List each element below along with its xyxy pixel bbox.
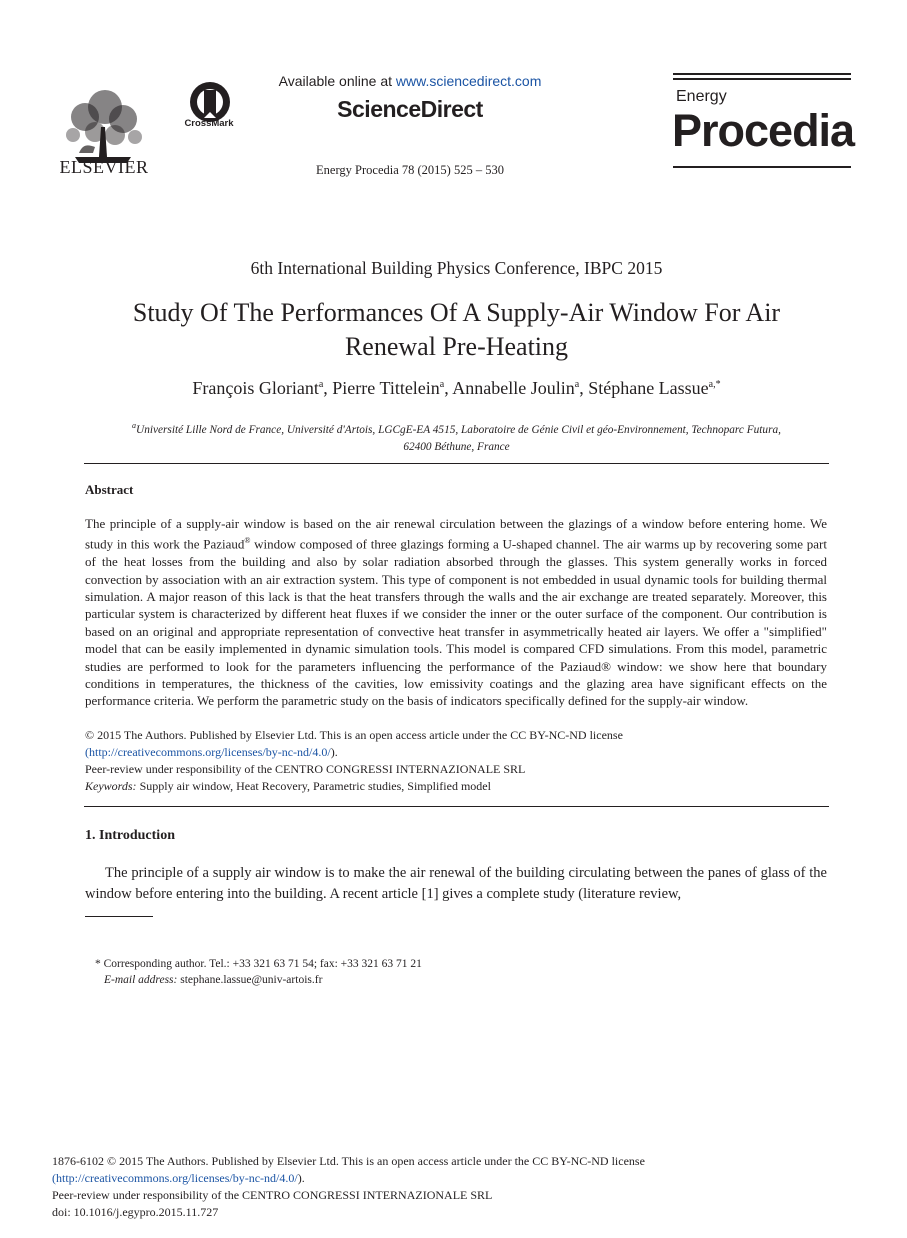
footer-license-close: ). (297, 1171, 305, 1185)
abstract-heading: Abstract (85, 482, 134, 497)
publisher-name: ELSEVIER (59, 157, 149, 177)
abstract-text-2: window composed of three glazings forming a U-shaped channel. The air warms up by recovering some part of the heat losses from the building and also by solar radiation absorbed through the glasses. This system generally works in forced convection by association with an air extraction system. This type of component is not embedded in usual dynamic tools for building thermal simulation. A major reason of this lack is that the heat transfers through the walls and the air exchange are treated separately. Moreover, this particular system is characterized by different heat fluxes if we consider the inner or the outer surface of the component. Our contribution is based on an original and appropriate representation of convective heat transfer in asymmetrically heated air layers. We offer a "simplified" model that can be easily implemented in dynamic simulation tools. This model is compared CFD simulations. From this model, parametric studies are performed to look for the parameters influencing the performance of the Paziaud® window: we show here that boundary conditions in temperatures, the thickness of the cavities, low emissivity coatings and the glazing area have significant effects on the performance criteria. We perform the parametric study on the basis of indicators specifically defined for the supply-air window. (85, 536, 827, 709)
author-affil-mark: a (574, 379, 580, 390)
author-name: Annabelle Joulin (452, 378, 575, 398)
footnote-rule (85, 916, 153, 917)
author-name: François Gloriant (192, 378, 319, 398)
footer-license: 1876-6102 © 2015 The Authors. Published by Elsevier Ltd. This is an open access article under the CC BY-NC-ND license (52, 1154, 645, 1168)
affil-mark: a (132, 421, 137, 430)
license-link[interactable]: (http://creativecommons.org/licenses/by-nc-nd/4.0/ (85, 745, 331, 759)
email-note (104, 974, 322, 986)
divider (84, 463, 829, 464)
author-affil-mark: a (318, 379, 324, 390)
email-label: E-mail address: (104, 974, 178, 986)
keywords-list: Supply air window, Heat Recovery, Parametric studies, Simplified model (136, 779, 491, 793)
section-heading: 1. Introduction (85, 828, 175, 843)
author-affil-mark: a,* (708, 379, 721, 390)
author-name: Pierre Tittelein (332, 378, 440, 398)
registered-mark: ® (244, 536, 251, 546)
email-address: stephane.lassue@univ-artois.fr (177, 974, 323, 986)
intro-paragraph: The principle of a supply air window is to make the air renewal of the building circulating between the panes of glass of the window before entering into the building. A recent article [1] gives a complete study (literature review, (85, 865, 827, 902)
title-line-2: Renewal Pre-Heating (344, 332, 569, 361)
affiliation (84, 417, 829, 456)
title-line-1: Study Of The Performances Of A Supply-Air Window For Air (132, 298, 781, 327)
license-close: ). (330, 745, 338, 759)
sciencedirect-link[interactable]: www.sciencedirect.com (395, 73, 542, 89)
author-list: François Gloriant$^a$, Pierre Tittelein$^a$, Annabelle Joulin$^a$, Stéphane Lassue$^{a,*}$ (192, 378, 721, 398)
abstract-body (85, 515, 827, 710)
license-line: © 2015 The Authors. Published by Elsevier Ltd. This is an open access article under the CC BY-NC-ND license (85, 728, 623, 742)
paper-title (84, 296, 829, 364)
journal-logo-large: Procedia (672, 105, 855, 156)
abstract-text-1: The principle of a supply-air window is based on the air renewal circulation between the glazings of a window before entering home. We study in this work the Paziaud (85, 516, 827, 552)
page-footer (52, 1153, 852, 1221)
divider (84, 806, 829, 807)
available-prefix: Available online at (278, 73, 396, 89)
author-name: Stéphane Lassue (588, 378, 709, 398)
author-affil-mark: a (439, 379, 445, 390)
corresponding-author-note: * Corresponding author. Tel.: +33 321 63 71 54; fax: +33 321 63 71 21 (95, 958, 422, 970)
footer-peer-review: Peer-review under responsibility of the CENTRO CONGRESSI INTERNAZIONALE SRL (52, 1188, 493, 1202)
affil-line-2: 62400 Béthune, France (403, 440, 510, 453)
platform-name: ScienceDirect (337, 96, 483, 122)
footer-license-link[interactable]: (http://creativecommons.org/licenses/by-nc-nd/4.0/ (52, 1171, 298, 1185)
journal-logo-small: Energy (676, 88, 727, 105)
affil-line-1: Université Lille Nord de France, Université d'Artois, LGCgE-EA 4515, Laboratoire de Génie Civil et géo-Environnement, Technoparc Futura, (136, 423, 781, 436)
conference-name: 6th International Building Physics Conference, IBPC 2015 (250, 258, 663, 278)
keywords-label: Keywords: (85, 779, 137, 793)
journal-logo-rules-bottom (673, 166, 851, 171)
crossmark-label: CrossMark (184, 118, 234, 129)
journal-logo-rules-top (673, 73, 851, 83)
available-online (240, 73, 580, 89)
footer-doi: doi: 10.1016/j.egypro.2015.11.727 (52, 1205, 219, 1219)
journal-citation: Energy Procedia 78 (2015) 525 – 530 (316, 163, 504, 177)
abstract-license (85, 727, 827, 795)
peer-review-line: Peer-review under responsibility of the CENTRO CONGRESSI INTERNAZIONALE SRL (85, 762, 526, 776)
